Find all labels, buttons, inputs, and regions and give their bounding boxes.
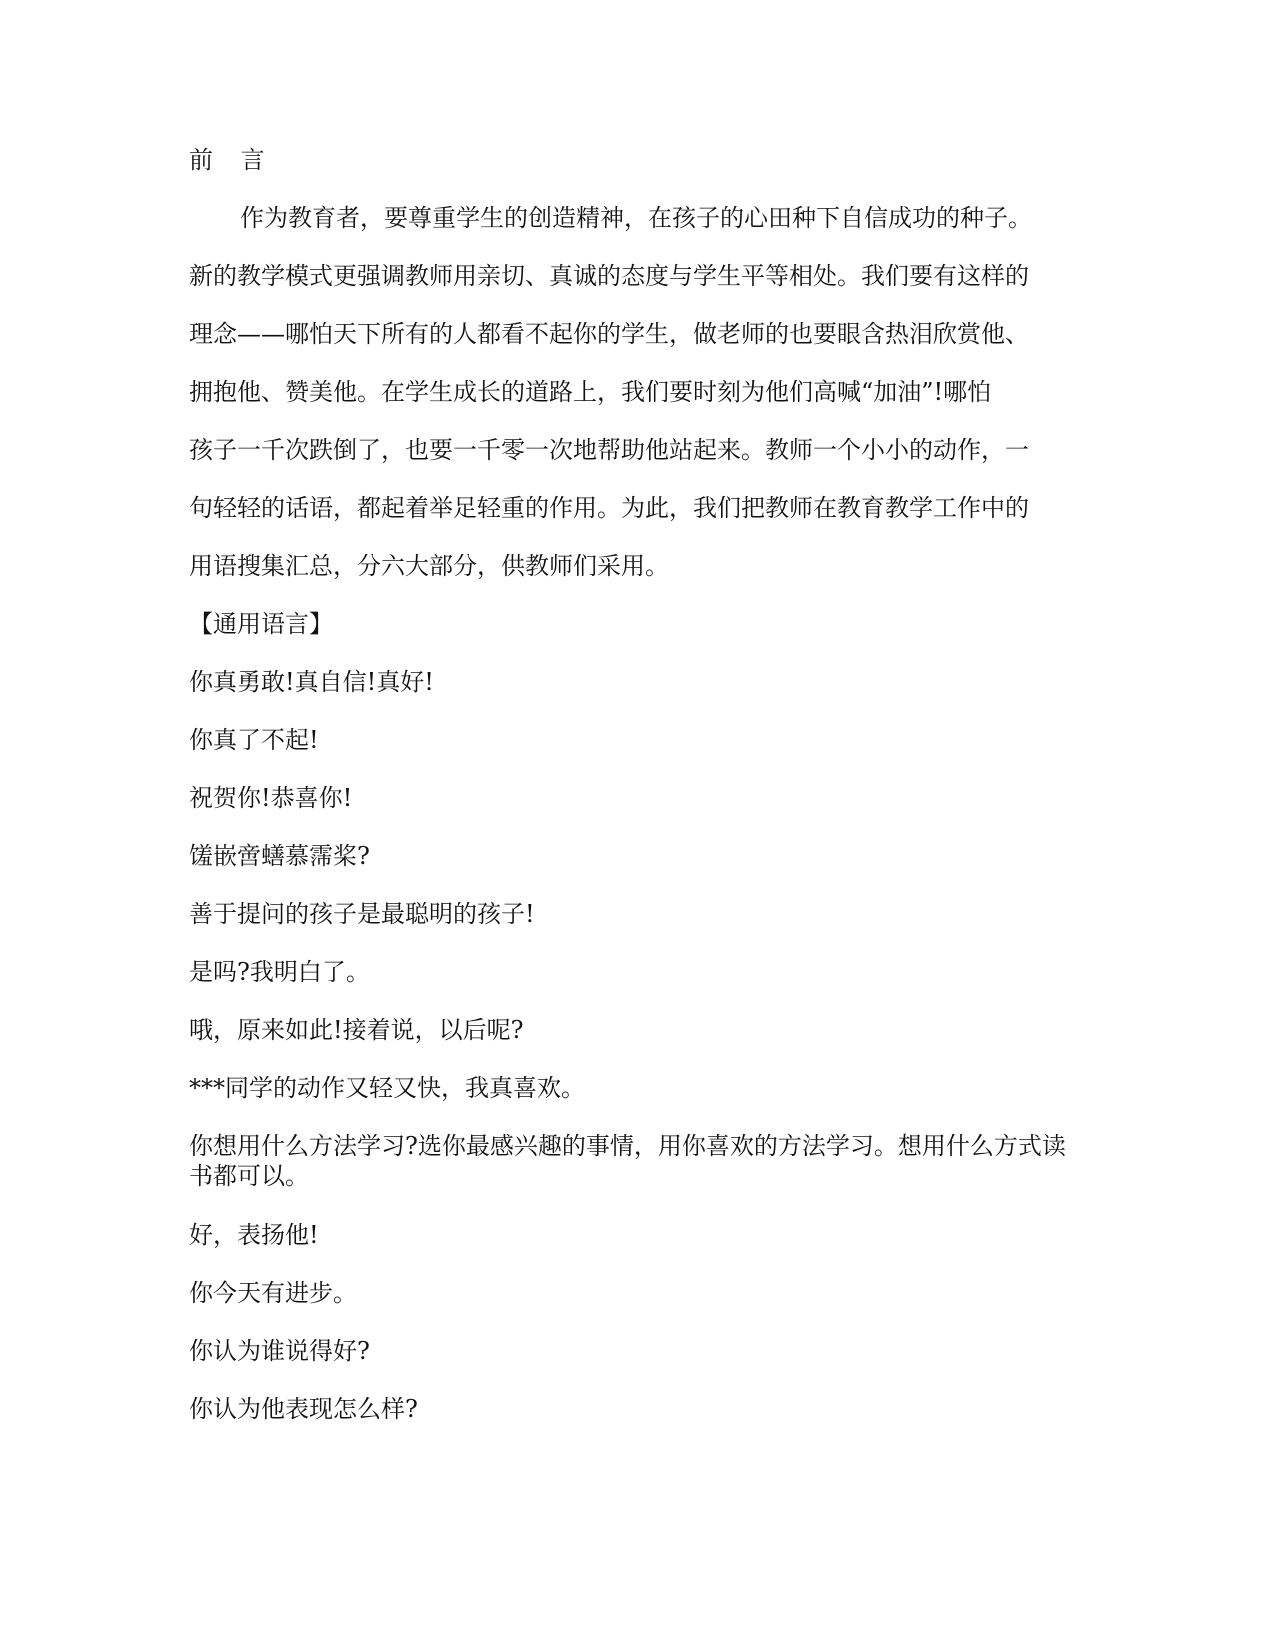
- preface-line: 句轻轻的话语，都起着举足轻重的作用。为此，我们把教师在教育教学工作中的: [189, 494, 1029, 522]
- preface-line: 作为教育者，要尊重学生的创造精神，在孩子的心田种下自信成功的种子。: [240, 204, 1032, 232]
- phrase-item: 你想用什么方法学习?选你最感兴趣的事情，用你喜欢的方法学习。想用什么方式读书都可以。: [189, 1132, 1066, 1190]
- phrase-item: ***同学的动作又轻又快，我真喜欢。: [189, 1074, 585, 1102]
- phrase-item: 馐嵌啻蟮慕霈桨?: [189, 842, 370, 870]
- phrase-item: 哦，原来如此!接着说，以后呢?: [189, 1016, 524, 1044]
- phrase-item: 你真了不起!: [189, 726, 319, 754]
- phrase-item: 是吗?我明白了。: [189, 958, 370, 986]
- preface-line: 拥抱他、赞美他。在学生成长的道路上，我们要时刻为他们高喊“加油”!哪怕: [189, 378, 992, 406]
- phrase-item: 你真勇敢!真自信!真好!: [189, 668, 434, 696]
- section-heading: 【通用语言】: [189, 610, 333, 638]
- phrase-item: 祝贺你!恭喜你!: [189, 784, 353, 812]
- preface-line: 孩子一千次跌倒了，也要一千零一次地帮助他站起来。教师一个小小的动作，一: [189, 436, 1029, 464]
- phrase-item: 你认为他表现怎么样?: [189, 1395, 418, 1423]
- page-title: 前 言: [189, 146, 275, 174]
- phrase-item: 你认为谁说得好?: [189, 1337, 370, 1365]
- preface-line: 新的教学模式更强调教师用亲切、真诚的态度与学生平等相处。我们要有这样的: [189, 262, 1029, 290]
- preface-line: 理念——哪怕天下所有的人都看不起你的学生，做老师的也要眼含热泪欣赏他、: [189, 320, 1029, 348]
- phrase-item: 你今天有进步。: [189, 1279, 357, 1307]
- phrase-item: 好，表扬他!: [189, 1221, 319, 1249]
- phrase-item: 善于提问的孩子是最聪明的孩子!: [189, 900, 535, 928]
- preface-line: 用语搜集汇总，分六大部分，供教师们采用。: [189, 552, 669, 580]
